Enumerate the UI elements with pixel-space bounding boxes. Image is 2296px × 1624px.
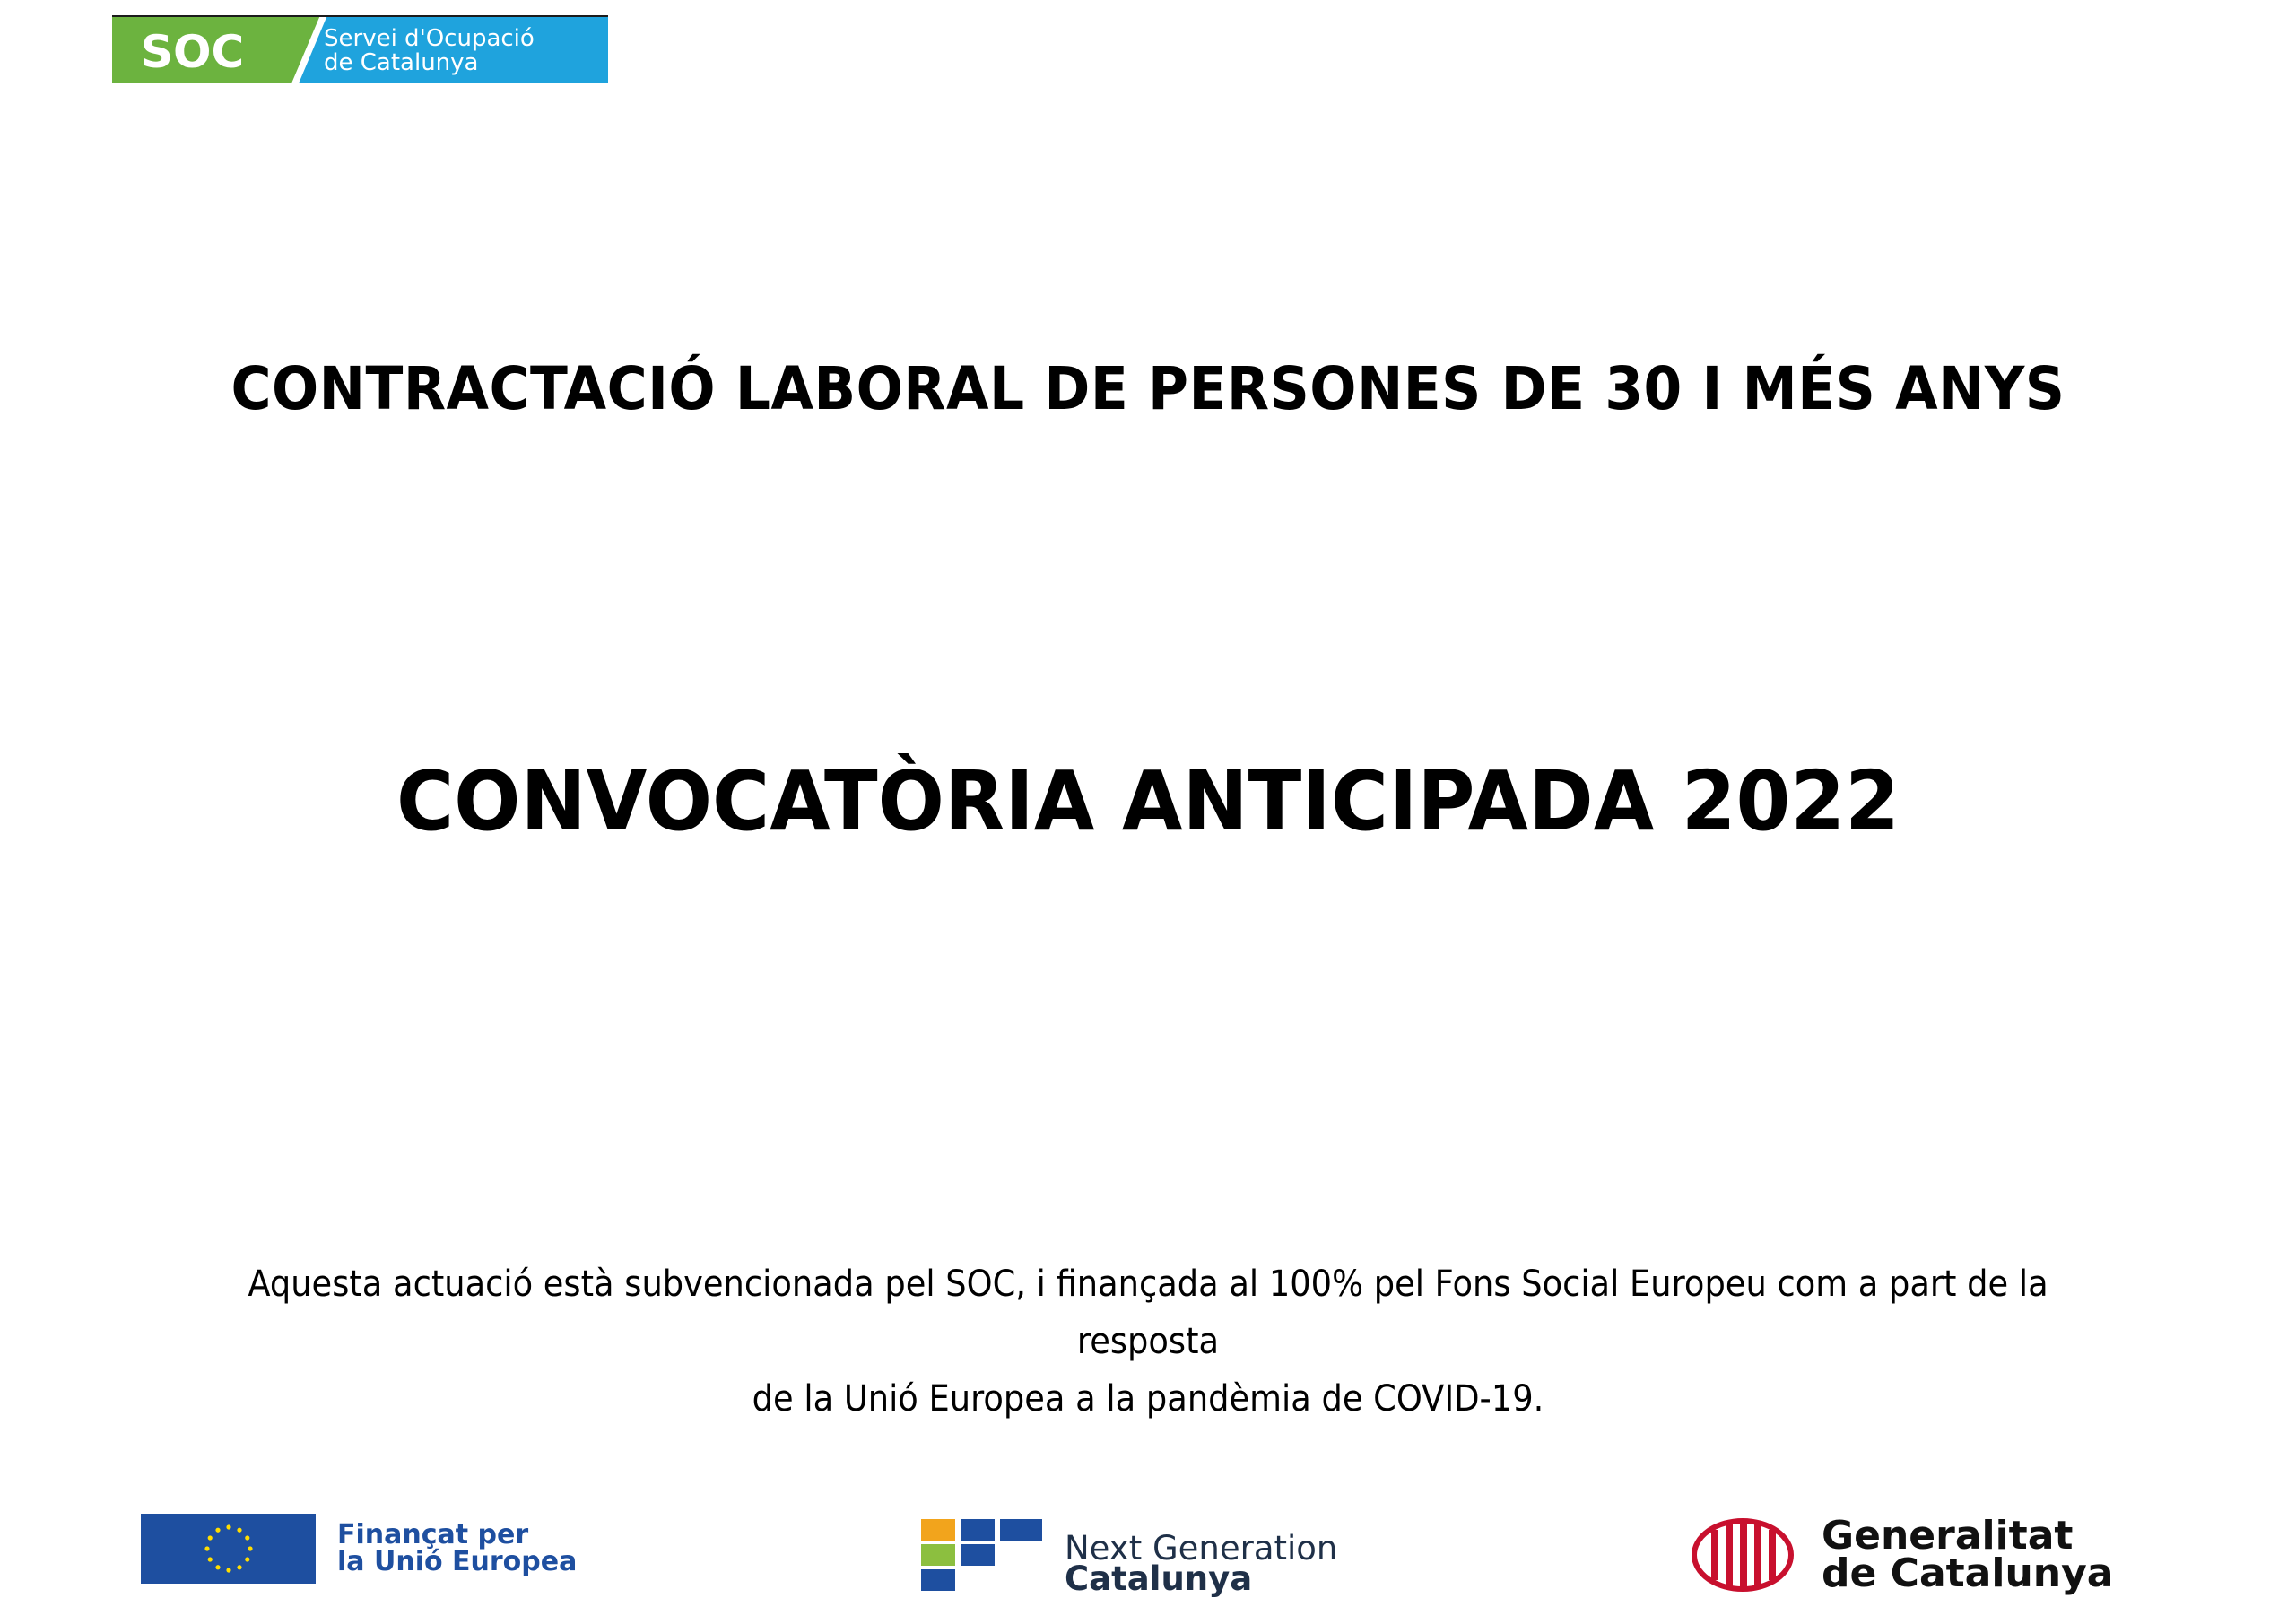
eu-funding-logo xyxy=(141,1514,577,1584)
eu-funding-text xyxy=(337,1519,578,1577)
next-generation-logo xyxy=(921,1515,1338,1598)
eu-star-icon xyxy=(204,1546,209,1550)
next-generation-line2: Catalunya xyxy=(1065,1559,1253,1598)
soc-logo-line1: Servei d'Ocupació xyxy=(324,25,535,52)
eu-funding-line1: Finançat per xyxy=(337,1519,529,1550)
eu-star-icon xyxy=(207,1557,212,1561)
eu-star-icon xyxy=(215,1565,220,1569)
soc-logo-short: SOC xyxy=(141,26,245,78)
next-generation-line1: Next Generation xyxy=(1065,1529,1338,1568)
document-title: CONTRACTACIÓ LABORAL DE PERSONES DE 30 I MÉS ANYS xyxy=(230,354,2066,423)
funding-notice xyxy=(215,1255,2080,1428)
eu-star-icon xyxy=(226,1524,230,1529)
funding-notice-line2: de la Unió Europea a la pandèmia de COVID-19. xyxy=(752,1378,1544,1420)
eu-funding-line2: la Unió Europea xyxy=(337,1546,578,1577)
generalitat-line2: de Catalunya xyxy=(1822,1550,2114,1596)
generalitat-emblem-icon xyxy=(1692,1518,1795,1592)
soc-logo-line2: de Catalunya xyxy=(324,49,479,76)
eu-star-icon xyxy=(226,1568,230,1572)
document-subtitle: CONVOCATÒRIA ANTICIPADA 2022 xyxy=(396,753,1900,849)
next-generation-mark-icon xyxy=(921,1519,1042,1591)
generalitat-line1: Generalitat xyxy=(1822,1513,2074,1559)
funding-notice-line1: Aquesta actuació està subvencionada pel SOC, i finançada al 100% pel Fons Social Europeu com a part de la resposta xyxy=(248,1264,2048,1362)
eu-star-icon xyxy=(245,1535,249,1540)
eu-star-icon xyxy=(207,1535,212,1540)
eu-star-icon xyxy=(237,1528,241,1533)
soc-logo-mark xyxy=(112,15,608,83)
generalitat-logo xyxy=(1692,1513,2114,1596)
soc-logo xyxy=(112,15,608,83)
eu-star-icon xyxy=(215,1528,220,1533)
next-generation-text xyxy=(1065,1529,1338,1598)
generalitat-text xyxy=(1822,1513,2114,1596)
eu-star-icon xyxy=(237,1565,241,1569)
eu-star-icon xyxy=(248,1546,252,1550)
eu-star-icon xyxy=(245,1557,249,1561)
eu-flag-icon xyxy=(141,1514,316,1584)
